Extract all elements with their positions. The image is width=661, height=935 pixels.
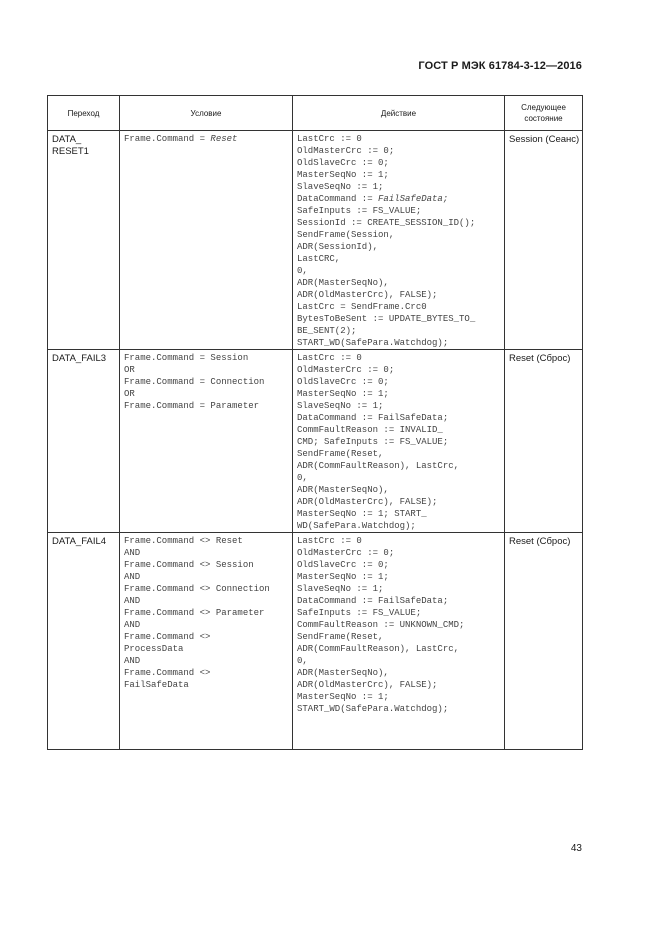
code-line: OldMasterCrc := 0; [297, 548, 395, 558]
code-line: Frame.Command <> Parameter [124, 608, 265, 618]
column-header-transition: Переход [48, 96, 120, 131]
code-line: ADR(CommFaultReason), LastCrc, [297, 461, 460, 471]
code-line: MasterSeqNo := 1; [297, 389, 389, 399]
code-line: SendFrame(Reset, [297, 449, 384, 459]
code-line: MasterSeqNo := 1; START_ [297, 509, 427, 519]
code-line: 0, [297, 266, 308, 276]
code-line: DataCommand := FailSafeData; [297, 413, 449, 423]
code-line: WD(SafePara.Watchdog); [297, 521, 416, 531]
code-line: ADR(MasterSeqNo), [297, 278, 389, 288]
code-line: LastCrc = SendFrame.Crc0 [297, 302, 427, 312]
code-line: OldMasterCrc := 0; [297, 146, 395, 156]
code-line: START_WD(SafePara.Watchdog); [297, 338, 449, 348]
condition-cell [120, 131, 293, 350]
code-line: SlaveSeqNo := 1; [297, 401, 384, 411]
transition-cell: DATA_ RESET1 [48, 131, 120, 350]
code-line: OldMasterCrc := 0; [297, 365, 395, 375]
code-line: BytesToBeSent := UPDATE_BYTES_TO_ [297, 314, 476, 324]
code-line: DataCommand := FailSafeData; [297, 194, 449, 204]
next-state-cell: Reset (Сброс) [505, 533, 583, 750]
action-cell [293, 350, 505, 533]
code-line: CommFaultReason := INVALID_ [297, 425, 443, 435]
code-line: OR [124, 365, 135, 375]
condition-cell [120, 533, 293, 750]
condition-code [120, 533, 292, 691]
code-line: MasterSeqNo := 1; [297, 572, 389, 582]
document-standard-header: ГОСТ Р МЭК 61784-3-12—2016 [418, 60, 582, 72]
code-line: ADR(MasterSeqNo), [297, 485, 389, 495]
code-line: FailSafeData [124, 680, 189, 690]
code-line: DataCommand := FailSafeData; [297, 596, 449, 606]
code-line: 0, [297, 656, 308, 666]
code-line: BE_SENT(2); [297, 326, 357, 336]
code-line: LastCRC, [297, 254, 341, 264]
code-line: OldSlaveCrc := 0; [297, 377, 389, 387]
transition-cell: DATA_FAIL3 [48, 350, 120, 533]
code-line: SlaveSeqNo := 1; [297, 584, 384, 594]
code-line: Frame.Command <> [124, 632, 211, 642]
code-line: MasterSeqNo := 1; [297, 692, 389, 702]
code-line: AND [124, 572, 141, 582]
code-line: AND [124, 656, 141, 666]
code-line: SessionId := CREATE_SESSION_ID(); [297, 218, 476, 228]
code-line: ProcessData [124, 644, 184, 654]
code-line: Frame.Command <> [124, 668, 211, 678]
table-row [48, 350, 583, 533]
action-cell [293, 533, 505, 750]
code-line: SlaveSeqNo := 1; [297, 182, 384, 192]
action-code [293, 350, 504, 532]
code-line: Frame.Command = Parameter [124, 401, 260, 411]
table-row [48, 131, 583, 350]
code-line: ADR(OldMasterCrc), FALSE); [297, 290, 438, 300]
code-line: ADR(OldMasterCrc), FALSE); [297, 497, 438, 507]
state-transition-table [47, 95, 583, 750]
code-line: ADR(CommFaultReason), LastCrc, [297, 644, 460, 654]
code-line: CMD; SafeInputs := FS_VALUE; [297, 437, 449, 447]
transition-cell: DATA_FAIL4 [48, 533, 120, 750]
code-line: OldSlaveCrc := 0; [297, 158, 389, 168]
column-header-action: Действие [293, 96, 505, 131]
code-line: CommFaultReason := UNKNOWN_CMD; [297, 620, 465, 630]
code-line: AND [124, 596, 141, 606]
code-line: SendFrame(Session, [297, 230, 395, 240]
page-number: 43 [570, 843, 582, 854]
table-row [48, 533, 583, 750]
code-line: MasterSeqNo := 1; [297, 170, 389, 180]
action-code [293, 131, 504, 349]
code-line: ADR(OldMasterCrc), FALSE); [297, 680, 438, 690]
table-header-row [48, 96, 583, 131]
code-line: ADR(SessionId), [297, 242, 379, 252]
code-line: OldSlaveCrc := 0; [297, 560, 389, 570]
code-line: LastCrc := 0 [297, 134, 362, 144]
action-code [293, 533, 504, 715]
code-line: ADR(MasterSeqNo), [297, 668, 389, 678]
code-line: LastCrc := 0 [297, 353, 362, 363]
code-line: SendFrame(Reset, [297, 632, 384, 642]
code-line: SafeInputs := FS_VALUE; [297, 206, 422, 216]
code-line: Frame.Command <> Connection [124, 584, 270, 594]
condition-code [120, 131, 292, 145]
code-line: 0, [297, 473, 308, 483]
condition-cell [120, 350, 293, 533]
code-line: START_WD(SafePara.Watchdog); [297, 704, 449, 714]
code-line: OR [124, 389, 135, 399]
column-header-next-state: Следующее состояние [505, 96, 583, 131]
code-line: Frame.Command = Reset [124, 134, 238, 144]
code-line: Frame.Command <> Session [124, 560, 254, 570]
code-line: AND [124, 548, 141, 558]
code-line: LastCrc := 0 [297, 536, 362, 546]
code-line: AND [124, 620, 141, 630]
code-line: Frame.Command = Connection [124, 377, 265, 387]
condition-code [120, 350, 292, 412]
code-line: SafeInputs := FS_VALUE; [297, 608, 422, 618]
code-line: Frame.Command = Session [124, 353, 249, 363]
action-cell [293, 131, 505, 350]
next-state-cell: Session (Сеанс) [505, 131, 583, 350]
code-line: Frame.Command <> Reset [124, 536, 243, 546]
next-state-cell: Reset (Сброс) [505, 350, 583, 533]
column-header-condition: Условие [120, 96, 293, 131]
